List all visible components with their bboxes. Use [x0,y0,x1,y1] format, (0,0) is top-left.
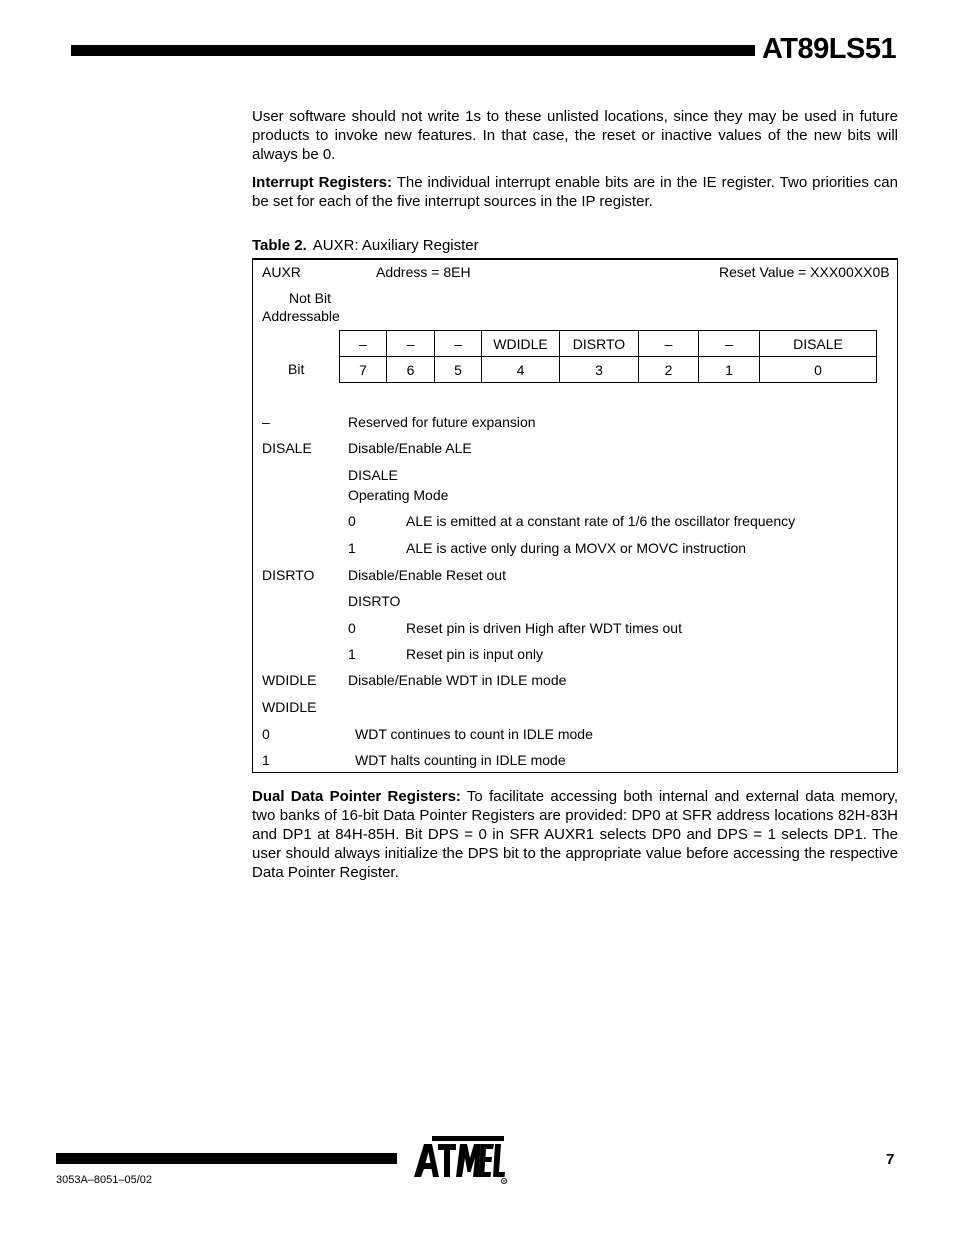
bit-name-cell: WDIDLE [482,331,560,357]
atmel-logo-icon [412,1136,508,1184]
addressable-label: Addressable [262,308,340,324]
register-name: AUXR [262,264,301,280]
bit-name-cell: DISRTO [560,331,639,357]
svg-text:R: R [502,1179,506,1184]
document-number: 3053A–8051–05/02 [56,1174,153,1186]
bit-number-cell: 0 [760,357,877,383]
bit-number-cell: 1 [699,357,760,383]
wdidle-description: Disable/Enable WDT in IDLE mode [348,672,567,688]
header-rule [71,45,755,56]
bit-name-cell: – [340,331,387,357]
bit-number-cell: 2 [639,357,699,383]
disrto-value-0: 0 [348,620,356,636]
register-address: Address = 8EH [376,264,471,280]
table-caption-text: AUXR: Auxiliary Register [312,237,479,254]
disale-value-0: 0 [348,513,356,529]
page-number: 7 [886,1151,895,1168]
wdidle-value-1: 1 [262,752,270,768]
bit-numbers-row [340,357,877,383]
wdidle-name: WDIDLE [262,672,317,688]
disrto-value-0-description: Reset pin is driven High after WDT times out [406,620,682,636]
disale-sub-name: DISALE [348,467,398,483]
bit-number-cell: 5 [435,357,482,383]
disrto-name: DISRTO [262,567,315,583]
bit-name-cell: – [699,331,760,357]
disrto-value-1-description: Reset pin is input only [406,646,543,662]
bit-map-table [339,330,877,383]
footer-rule [56,1153,397,1164]
intro-paragraph: User software should not write 1s to these unlisted locations, since they may be used in future products to invoke new features. In that case, the reset or inactive values of the new bits will always be 0. [252,108,898,163]
wdidle-value-0-description: WDT continues to count in IDLE mode [355,726,593,742]
dual-data-pointer-paragraph [252,787,898,882]
disale-operating-mode: Operating Mode [348,487,449,503]
disrto-value-1: 1 [348,646,356,662]
reserved-description: Reserved for future expansion [348,414,536,430]
bit-label: Bit [288,361,305,377]
table-caption [252,236,479,255]
table-caption-label: Table 2. [252,237,307,254]
disale-value-1-description: ALE is active only during a MOVX or MOVC instruction [406,540,747,556]
register-reset-value: Reset Value = XXX00XX0B [719,264,890,280]
page-title: AT89LS51 [762,33,897,65]
disale-value-0-description: ALE is emitted at a constant rate of 1/6 the oscillator frequency [406,513,796,529]
interrupt-registers-paragraph [252,173,898,211]
interrupt-registers-heading: Interrupt Registers: [252,174,392,191]
wdidle-value-1-description: WDT halts counting in IDLE mode [355,752,566,768]
disale-name: DISALE [262,440,312,456]
bit-names-row [340,331,877,357]
not-bit-label: Not Bit [289,290,332,306]
dual-data-pointer-heading: Dual Data Pointer Registers: [252,788,461,805]
interrupt-registers-text: The individual interrupt enable bits are in the IE register. Two priorities can be set for each of the five interrupt sources in the IP register. [252,174,898,210]
reserved-dash: – [262,414,270,430]
disrto-description: Disable/Enable Reset out [348,567,506,583]
disale-description: Disable/Enable ALE [348,440,472,456]
disale-value-1: 1 [348,540,356,556]
bit-name-cell: – [435,331,482,357]
bit-name-cell: – [639,331,699,357]
disrto-sub-name: DISRTO [348,593,401,609]
bit-number-cell: 7 [340,357,387,383]
bit-number-cell: 4 [482,357,560,383]
bit-name-cell: – [387,331,435,357]
dual-data-pointer-text: To facilitate accessing both internal and external data memory, two banks of 16-bit Data Pointer Registers are provided: DP0 at SFR address locations 82H-83H and DP1 at 84H-85H. Bit DPS = 0 in SFR AUXR1 selects DP0 and DPS = 1 selects DP1. The user should always initialize the DPS bit to the appropriate value before accessing the respective Data Pointer Register. [252,788,898,881]
bit-name-cell: DISALE [760,331,877,357]
bit-number-cell: 6 [387,357,435,383]
bit-number-cell: 3 [560,357,639,383]
wdidle-value-0: 0 [262,726,270,742]
wdidle-sub-name: WDIDLE [262,699,317,715]
